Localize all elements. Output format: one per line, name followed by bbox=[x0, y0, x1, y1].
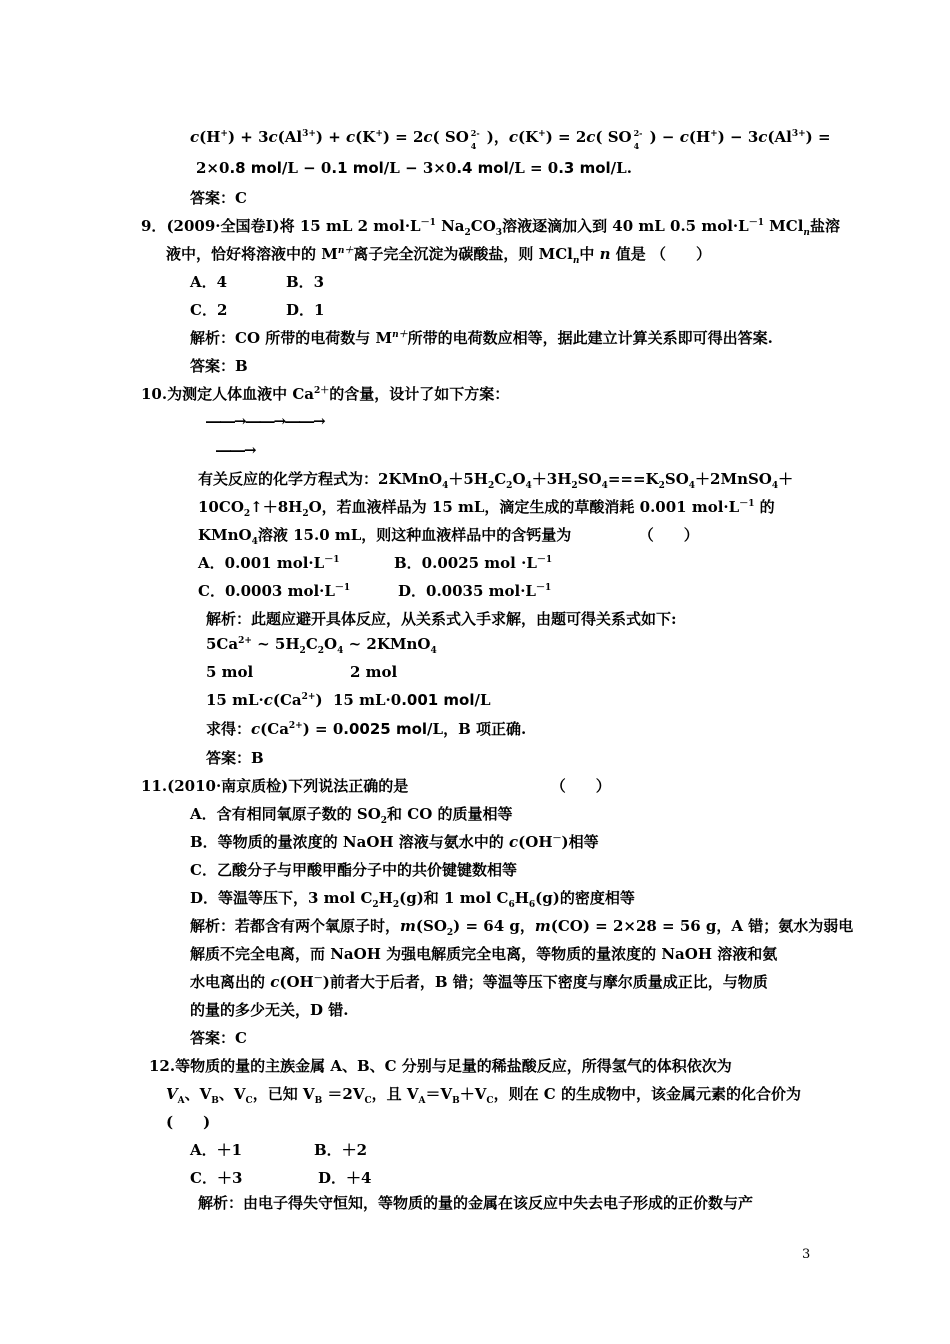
q11-analysis-line-3: 水电离出的 c(OH－)前者大于后者，B 错；等温等压下密度与摩尔质量成正比，与物质 bbox=[190, 973, 768, 991]
q10-analysis: 解析：此题应避开具体反应，从关系式入手求解，由题可得关系式如下: bbox=[206, 610, 677, 628]
q10-relation: $5Ca^{2+}$ ~ $5H_2C_2O_4$ ~ 2KMnO$_4$ bbox=[206, 635, 437, 656]
q10-stem: 10.为测定人体血液中 $Ca^{2+}$的含量，设计了如下方案： bbox=[141, 385, 510, 403]
q12-option-d: D．＋4 bbox=[318, 1169, 372, 1187]
q11-option-b: B．等物质的量浓度的 NaOH 溶液与氨水中的 c(OH－)相等 bbox=[190, 833, 599, 851]
q10-vol-right: 15 mL·0.001 mol/L bbox=[333, 691, 491, 709]
q11-answer: 答案：C bbox=[190, 1029, 247, 1047]
q12-option-a: A．＋1 bbox=[190, 1141, 243, 1159]
q9-option-c: C．2 bbox=[190, 301, 228, 319]
q11-stem: 11.(2010·南京质检)下列说法正确的是 （ ） bbox=[141, 777, 611, 795]
q10-vol-left: 15 $mL\cdot c(Ca^{2+})$ bbox=[206, 691, 323, 709]
q11-analysis-line-1: 解析：若都含有两个氧原子时，$m(SO_2) = 64$ g，m(CO) = 2×28 = 56 g，A 错；氨水为弱电 bbox=[190, 917, 854, 938]
page-number: 3 bbox=[802, 1247, 811, 1262]
q8-answer: 答案：C bbox=[190, 189, 247, 207]
q10-reaction-line-1: 有关反应的化学方程式为：$2KMnO_4+5H_2C_2O_4+3H_2SO_4===K_2SO_4+2MnSO_4+$ bbox=[198, 470, 794, 491]
q10-mol-right: 2 mol bbox=[350, 663, 398, 681]
q10-result: 求得：$c(Ca^{2+}) = 0.0025$ mol/L，B 项正确. bbox=[206, 720, 527, 738]
q9-option-b: B．3 bbox=[286, 273, 325, 291]
q10-scheme-arrows-row-2: ――→ bbox=[216, 441, 256, 459]
q9-answer: 答案：B bbox=[190, 357, 248, 375]
q9-option-a: A．4 bbox=[190, 273, 228, 291]
q10-mol-left: 5 mol bbox=[206, 663, 254, 681]
q8-equation-line-1: $c(H^+) + 3c(Al^{3+}) + c(K^+) = 2c$( SO 2- 4 )，c(K+) = 2c( SO 2- 4 ) − $c(H^+) - 3c(Al^{3+})$ = bbox=[190, 128, 831, 151]
q10-scheme-arrows-row-1: ――→――→――→ bbox=[206, 412, 325, 430]
q10-option-a: A．0.001 $mol\cdot L^{-1}$ bbox=[198, 554, 340, 572]
q11-option-c: C．乙酸分子与甲酸甲酯分子中的共价键键数相等 bbox=[190, 861, 517, 879]
q10-option-b: B．0.0025 mol $\cdot L^{-1}$ bbox=[394, 554, 553, 572]
q11-analysis-line-4: 的量的多少无关，D 错. bbox=[190, 1001, 349, 1019]
q10-reaction-line-2: $10CO_2↑+8H_2O$，若血液样品为 15 mL，滴定生成的草酸消耗 0.001 $mol\cdot L^{-1}$ 的 bbox=[198, 498, 775, 519]
q10-option-c: C．0.0003 $mol\cdot L^{-1}$ bbox=[198, 582, 351, 600]
q12-option-b: B．＋2 bbox=[314, 1141, 368, 1159]
q12-option-c: C．＋3 bbox=[190, 1169, 243, 1187]
q12-analysis: 解析：由电子得失守恒知，等物质的量的金属在该反应中失去电子形成的正价数与产 bbox=[198, 1194, 754, 1212]
q9-stem-line-1: 9．(2009·全国卷Ⅰ)将 15 mL 2 $mol\cdot L^{-1}$ $Na_2CO_3$溶液逐滴加入到 40 mL 0.5 $mol\cdot L^{-1}$ MCl$_n$盐溶 bbox=[141, 217, 840, 238]
q11-analysis-line-2: 解质不完全电离，而 NaOH 为强电解质完全电离，等物质的量浓度的 NaOH 溶液和氨 bbox=[190, 945, 778, 963]
q12-stem-line-2: $V_A$、$V_B$、$V_C$，已知 $V_B =2V_C$，且 $V_A=V_B+V_C$，则在 C 的生成物中，该金属元素的化合价为 bbox=[166, 1085, 801, 1106]
q12-stem-line-3: ( ) bbox=[166, 1113, 211, 1131]
q10-reaction-line-3: KMnO$_4$溶液 15.0 mL，则这种血液样品中的含钙量为 （ ） bbox=[198, 526, 699, 547]
q11-option-d: D．等温等压下，3 mol $C_2H_2(g)$和 1 mol $C_6H_6(g)$的密度相等 bbox=[190, 889, 635, 910]
q10-answer: 答案：B bbox=[206, 749, 264, 767]
q9-option-d: D．1 bbox=[286, 301, 325, 319]
q9-analysis: 解析：CO 所带的电荷数与 $M^{n+}$所带的电荷数应相等，据此建立计算关系即可得出答案. bbox=[190, 329, 773, 347]
q10-option-d: D．0.0035 $mol\cdot L^{-1}$ bbox=[398, 582, 552, 600]
q12-stem-line-1: 12.等物质的量的主族金属 A、B、C 分别与足量的稀盐酸反应，所得氢气的体积依次为 bbox=[149, 1057, 732, 1075]
q11-option-a: A．含有相同氧原子数的 $SO_2$和 CO 的质量相等 bbox=[190, 805, 513, 826]
q8-equation-line-2: 2×0.8 mol/L − 0.1 mol/L − 3×0.4 mol/L = 0.3 mol/L. bbox=[196, 159, 632, 177]
q9-stem-line-2: 液中，恰好将溶液中的 $M^{n+}$离子完全沉淀为碳酸盐，则 MCl$_n$中 n 值是 （ ） bbox=[166, 245, 711, 266]
